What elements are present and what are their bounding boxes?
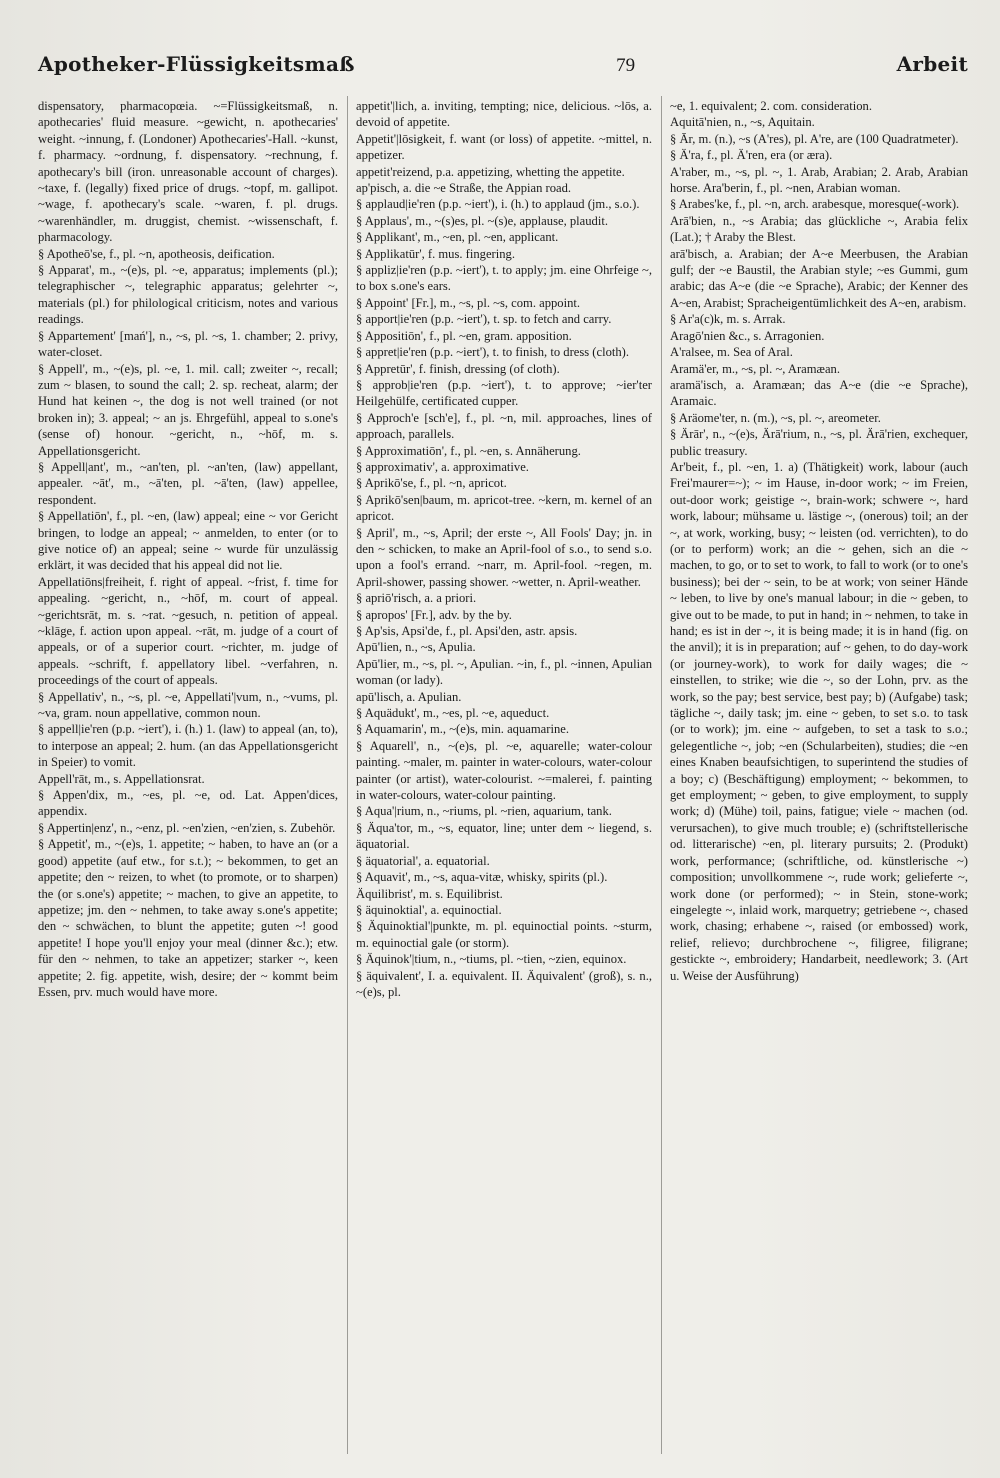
dictionary-entry: § appliz|ie'ren (p.p. ~iert'), t. to apply; jm. eine Ohrfeige ~, to box s.one's ears. [356,263,652,294]
dictionary-entry: § April', m., ~s, April; der erste ~, All Fools' Day; jn. in den ~ schicken, to make an April-fool of s.o., to send s.o. upon a fool's errand. ~narr, m. April-fool. ~regen, m. April-shower, passing shower. ~wetter, n. April-weather. [356,525,652,589]
dictionary-entry: § Appen'dix, m., ~es, pl. ~e, od. Lat. Appen'dices, appendix. [38,788,338,819]
dictionary-entry: aramä'isch, a. Aramæan; das A~e (die ~e Sprache), Aramaic. [670,377,968,409]
dictionary-entry: § applaud|ie'ren (p.p. ~iert'), i. (h.) to applaud (jm., s.o.). [356,197,640,212]
column-divider [347,96,348,1454]
dictionary-entry: § apport|ie'ren (p.p. ~iert'), t. sp. to fetch and carry. [356,312,612,327]
last-headword-guide: Arbeit [896,52,968,76]
dictionary-entry: § Applaus', m., ~(s)es, pl. ~(s)e, applause, plaudit. [356,213,608,228]
dictionary-entry: Ar'beit, f., pl. ~en, 1. a) (Thätigkeit) work, labour (auch Frei'maurer=~); ~ im Hause, in-door work; ~ im Freien, out-door work; geistige ~, brain-work; schwere ~, hard work, labour; mühsame u. lästige ~, (onerous) toil; an der ~, at work, working, busy; ~ leisten (od. verrichten), to do (or to perform) work; an die ~ gehen, sich an die ~ machen, to go, or to set to work, to fall to work (or to one's business); bei der ~ sein, to be at work; von seiner Hände ~ leben, to live by one's manual labour; in die ~ geben, to give out to be made, to put in hand; in ~ nehmen, to take in hand; es ist in der ~, it is being made; it is in hand (fig. on the anvil); it is in preparation; auf ~ gehen, to do day-work (or journey-work), to work for daily wages; die ~ einstellen, to strike; wie die ~, so der Lohn, prv. as the work, so the pay; best service, best pay; b) (Aufgabe) task; tägliche ~, daily task; jm. eine ~ geben, to set s.o. to task (or to work); jm. eine ~ aufgeben, to set a task to s.o.; gelegentliche ~, job; ~en (Schularbeiten), studies; die ~en eines Knaben beaufsichtigen, to superintend the studies of a boy; c) (Beschäftigung) employment; ~ bekommen, to get employment; ~ geben, to give employment, to supply work; d) (Mühe) toil, pains, fatigue; viele ~ machen (od. verursachen), to give much trouble; e) (schriftstellerische od. litterarische) ~en, pl. literary pursuits; 2. (Produkt) work, performance; (schriftliche, od. künstlerische ~) composition; unvollkommene ~, rude work; gelieferte ~, work done (or performed); ~ in Stein, stone-work; eingelegte ~, inlaid work, marquetry; getriebene ~, chased work, chasing; erhabene ~, raised (or embossed) work, relief, relievo; durchbrochene ~, filigree, filigrane; gestickte ~, embroidery; Handarbeit, needlework; 3. (Art u. Weise der Ausführung) [670,459,968,983]
dictionary-entry: § Appertin|enz', n., ~enz, pl. ~en'zien, ~en'zien, s. Zubehör. [38,820,336,835]
dictionary-entry: § Aquamarin', m., ~(e)s, min. aquamarine. [356,722,569,737]
dictionary-entry: § Ärār', n., ~(e)s, Ärā'rium, n., ~s, pl. Ärā'rien, exchequer, public treasury. [670,427,968,458]
dictionary-entry: § Äquinoktial'|punkte, m. pl. equinoctial points. ~sturm, m. equinoctial gale (or storm). [356,919,652,950]
dictionary-entry: A'raber, m., ~s, pl. ~, 1. Arab, Arabian; 2. Arab, Arabian horse. Ara'berin, f., pl. ~nen, Arabian woman. [670,164,968,196]
dictionary-entry: Aquitā'nien, n., ~s, Aquitain. [670,115,815,130]
dictionary-entry: § Appretūr', f. finish, dressing (of cloth). [356,361,560,376]
dictionary-entry: § Approch'e [sch'e], f., pl. ~n, mil. approaches, lines of approach, parallels. [356,410,652,442]
dictionary-entry: § appret|ie'ren (p.p. ~iert'), t. to finish, to dress (cloth). [356,345,630,360]
column-divider [661,96,662,1454]
dictionary-entry: Appetit'|lōsigkeit, f. want (or loss) of appetite. ~mittel, n. appetizer. [356,131,652,163]
dictionary-entry: § approximativ', a. approximative. [356,459,529,474]
dictionary-entry: § Ap'sis, Apsi'de, f., pl. Apsi'den, astr. apsis. [356,624,578,638]
dictionary-entry: appetit'reizend, p.a. appetizing, whetting the appetite. [356,164,625,179]
dictionary-entry: § Appoint' [Fr.], m., ~s, pl. ~s, com. appoint. [356,295,581,310]
dictionary-entry: A'ralsee, m. Sea of Aral. [670,345,793,360]
dictionary-entry: dispensatory, pharmacopœia. ~=Flüssigkeitsmaß, n. apothecaries' fluid measure. ~gewicht, n. apothecaries' weight. ~innung, f. (Londoner) Apothecaries'-Hall. ~kunst, f. pharmacy. ~ordnung, f. dispensatory. ~rechnung, f. apothecary's bill (iron. unreasonable account of charges). ~taxe, f. (legally) fixed price of drugs. ~topf, m. gallipot. ~wage, f. apothecary's scale. ~waren, f. pl. drugs. ~warenhändler, m. druggist, chemist. ~wissenschaft, f. pharmacology. [38,99,338,245]
dictionary-entry: § Ar'a(c)k, m. s. Arrak. [670,312,786,327]
dictionary-entry: § äquatorial', a. equatorial. [356,853,490,868]
dictionary-entry: § Appell', m., ~(e)s, pl. ~e, 1. mil. call; zweiter ~, recall; zum ~ blasen, to sound the call; 2. sp. recheat, alarm; der Hund hat keinen ~, the dog is not well trained (or not broken in); 3. appeal; ~ an js. Ehrgefühl, appeal to s.one's (sense of) honour. ~gericht, n., ~hōf, m. s. Appellationsgericht. [38,361,338,458]
dictionary-entry: § Appositiōn', f., pl. ~en, gram. apposition. [356,328,572,343]
dictionary-entry: Apū'lien, n., ~s, Apulia. [356,640,476,655]
dictionary-entry: § Aquädukt', m., ~es, pl. ~e, aqueduct. [356,706,550,721]
dictionary-entry: § Aprikō'sen|baum, m. apricot-tree. ~kern, m. kernel of an apricot. [356,492,652,524]
dictionary-entry: § Applikant', m., ~en, pl. ~en, applicant. [356,230,559,245]
dictionary-entry: § appell|ie'ren (p.p. ~iert'), i. (h.) 1. (law) to appeal (an, to), to interpose an appeal; 2. hum. (an das Appellationsgericht in Speier) to vomit. [38,722,338,770]
dictionary-entry: § Aquarell', n., ~(e)s, pl. ~e, aquarelle; water-colour painting. ~maler, m. painter in water-colours, water-colour painter (or artist), water-colourist. ~=malerei, f. painting in water-colours, water-colour painting. [356,738,652,803]
dictionary-entry: Appellatiōns|freiheit, f. right of appeal. ~frist, f. time for appealing. ~gericht, n., ~hōf, m. court of appeal. ~gerichtsrāt, m. s. ~rat. ~gesuch, n. petition of appeal. ~klāge, f. action upon appeal. ~rāt, m. judge of a court of appeals, or of a superior court. ~richter, m. judge of appeals. ~schrift, f. appellatory libel. ~verfahren, n. proceedings of the court of appeals. [38,574,338,688]
page-number: 79 [616,55,636,76]
dictionary-entry: § Apparat', m., ~(e)s, pl. ~e, apparatus; implements (pl.); telegraphischer ~, telegraphic apparatus; gelehrter ~, materials (pl.) for philological criticism, notes and various readings. [38,263,338,327]
column-right [670,98,968,1468]
dictionary-entry: § Apotheō'se, f., pl. ~n, apotheosis, deification. [38,246,275,261]
dictionary-entry: § Äquinok'|tium, n., ~tiums, pl. ~tien, ~zien, equinox. [356,952,627,967]
dictionary-entry: § äquinoktial', a. equinoctial. [356,902,502,917]
dictionary-entry: § Approximatiōn', f., pl. ~en, s. Annäherung. [356,443,581,458]
dictionary-entry: § äquivalent', I. a. equivalent. II. Äquivalent' (groß), s. n., ~(e)s, pl. [356,968,652,999]
dictionary-entry: § Arabes'ke, f., pl. ~n, arch. arabesque, moresque(-work). [670,197,960,212]
dictionary-entry: Aragō'nien &c., s. Arragonien. [670,328,825,343]
dictionary-entry: arā'bisch, a. Arabian; der A~e Meerbusen, the Arabian gulf; der ~e Baustil, the Arabian style; ~es Gummi, gum arabic; das A~e (die ~e Sprache), Arabic; der Kenner des A~en, Arabist; Spracheigentümlichkeit des A~en, arabism. [670,246,968,310]
column-left [38,98,338,1468]
first-headword-guide: Apotheker-Flüssigkeitsmaß [38,52,355,76]
dictionary-entry: Apū'lier, m., ~s, pl. ~, Apulian. ~in, f., pl. ~innen, Apulian woman (or lady). [356,656,652,688]
dictionary-entry: § Appartement' [mań'], n., ~s, pl. ~s, 1. chamber; 2. privy, water-closet. [38,328,338,360]
dictionary-entry: appetit'|lich, a. inviting, tempting; nice, delicious. ~lōs, a. devoid of appetite. [356,99,652,130]
column-middle [356,98,652,1468]
dictionary-entry: ap'pisch, a. die ~e Straße, the Appian road. [356,181,572,196]
dictionary-entry: § Appellatiōn', f., pl. ~en, (law) appeal; eine ~ vor Gericht bringen, to lodge an appeal; ~ anmelden, to enter (or to give notice of) an appeal; seine ~ wurde für unzulässig erklärt, it was decided that his appeal did not lie. [38,509,338,573]
dictionary-entry: § Aquavit', m., ~s, aqua-vitæ, whisky, spirits (pl.). [356,870,608,885]
dictionary-entry: § Ār, m. (n.), ~s (A'res), pl. A're, are (100 Quadratmeter). [670,131,959,146]
dictionary-entry: Aramä'er, m., ~s, pl. ~, Aramæan. [670,361,840,376]
dictionary-entry: § Äqua'tor, m., ~s, equator, line; unter dem ~ liegend, s. äquatorial. [356,820,652,852]
dictionary-entry: § Aprikō'se, f., pl. ~n, apricot. [356,476,507,491]
dictionary-entry: Appell'rāt, m., s. Appellationsrat. [38,771,205,786]
dictionary-entry: § apriō'risch, a. a priori. [356,591,477,606]
dictionary-entry: Äquilibrist', m. s. Equilibrist. [356,886,503,901]
dictionary-entry: § Aqua'|rium, n., ~riums, pl. ~rien, aquarium, tank. [356,804,612,819]
dictionary-entry: § Applikatūr', f. mus. fingering. [356,246,515,261]
dictionary-entry: § Appell|ant', m., ~an'ten, pl. ~an'ten, (law) appellant, appealer. ~āt', m., ~ā'ten, pl. ~ā'ten, (law) appellee, respondent. [38,459,338,507]
dictionary-entry: § approb|ie'ren (p.p. ~iert'), t. to approve; ~ier'ter Heilgehülfe, certificated cupper. [356,377,652,409]
dictionary-entry: § Aräome'ter, n. (m.), ~s, pl. ~, areometer. [670,410,881,425]
dictionary-entry: Arā'bien, n., ~s Arabia; das glückliche ~, Arabia felix (Lat.); † Araby the Blest. [670,213,968,245]
running-head [38,52,968,86]
dictionary-entry: § Appetit', m., ~(e)s, 1. appetite; ~ haben, to have an (or a good) appetite (auf etw., for s.t.); ~ bekommen, to get an appetite; den ~ reizen, to whet (to promote, or to sharpen) the (or s.one's) appetite; ~ machen, to give an appetite, to appetize; jm. den ~ nehmen, to take away s.one's appetite; den ~ schwächen, to blunt the appetite; guten ~! good appetite! I hope you'll enjoy your meal (dinner &c.); etw. für den ~ nehmen, to take an appetizer; starker ~, keen appetite; 2. fig. appetite, wish, desire; der ~ kommt beim Essen, prv. much would have more. [38,837,338,999]
dictionary-entry: § Ä'ra, f., pl. Ä'ren, era (or æra). [670,148,833,163]
dictionary-entry: § apropos' [Fr.], adv. by the by. [356,607,512,622]
dictionary-entry: § Appellativ', n., ~s, pl. ~e, Appellati'|vum, n., ~vums, pl. ~va, gram. noun appellative, common noun. [38,689,338,721]
dictionary-columns [38,98,968,1468]
dictionary-entry: ~e, 1. equivalent; 2. com. consideration. [670,99,872,113]
dictionary-entry: apū'lisch, a. Apulian. [356,689,462,704]
